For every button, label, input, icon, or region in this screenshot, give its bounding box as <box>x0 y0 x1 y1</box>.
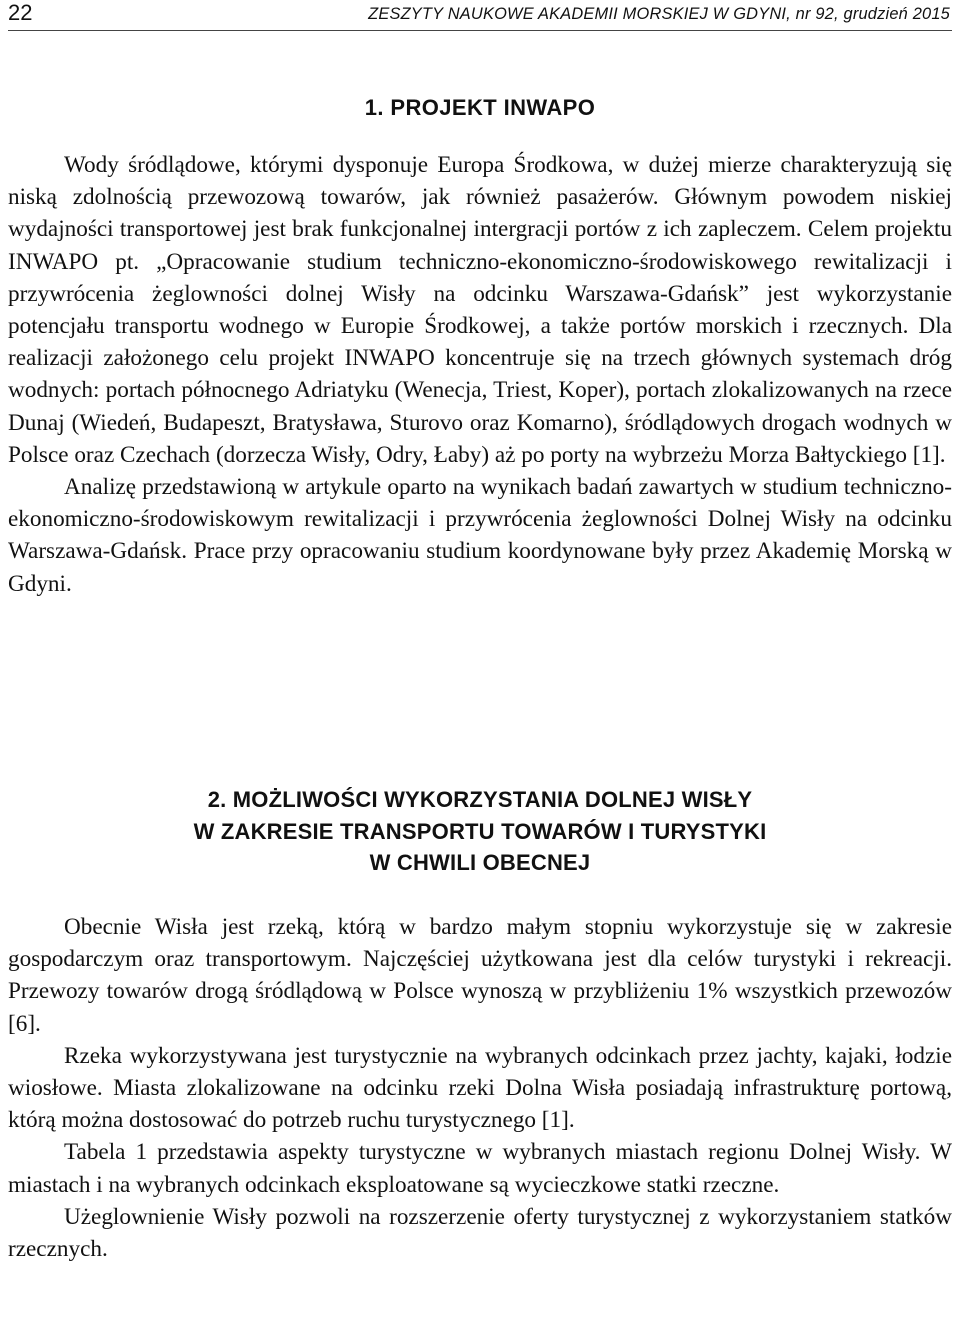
section-1-paragraph-2: Analizę przedstawioną w artykule oparto na wynikach badań zawartych w studium techniczno-ekonomiczno-środowiskowym rewitalizacji i przywrócenia żeglowności Dolnej Wisły na odcinku Warszawa-Gdańsk. Prace przy opracowaniu studium koordynowane były przez Akademię Morską w Gdyni. <box>8 474 952 597</box>
page-number: 22 <box>8 0 33 25</box>
section-2-paragraph-3: Tabela 1 przedstawia aspekty turystyczne w wybranych miastach regionu Dolnej Wisły. W miastach i na wybranych odcinkach eksploatowane są wycieczkowe statki rzeczne. <box>8 1139 952 1198</box>
section-1-body <box>8 149 952 600</box>
section-2-paragraph-2: Rzeka wykorzystywana jest turystycznie na wybranych odcinkach przez jachty, kajaki, łodzie wiosłowe. Miasta zlokalizowane na odcinku rzeki Dolna Wisła posiadają infrastrukturę portową, którą można dostosować do potrzeb ruchu turystycznego [1]. <box>8 1042 952 1134</box>
section-2-paragraph-1: Obecnie Wisła jest rzeką, którą w bardzo małym stopniu wykorzystuje się w zakresie gospodarczym oraz transportowym. Najczęściej użytkowana jest dla celów turystyki i rekreacji. Przewozy towarów drogą śródlądową w Polsce wynoszą w przybliżeniu 1% wszystkich przewozów [6]. <box>8 914 952 1037</box>
document-page <box>8 0 952 1334</box>
section-2-heading-line-3: W CHWILI OBECNEJ <box>369 850 591 875</box>
running-header <box>8 0 952 31</box>
section-2-body <box>8 911 952 1265</box>
journal-title: ZESZYTY NAUKOWE AKADEMII MORSKIEJ W GDYNI, nr 92, grudzień 2015 <box>368 5 950 23</box>
section-1-paragraph-1: Wody śródlądowe, którymi dysponuje Europa Środkowa, w dużej mierze charakteryzują się niską zdolnością przewozową towarów, jak również pasażerów. Głównym powodem niskiej wydajności transportowej jest brak funkcjonalnej intergracji portów z ich zapleczem. Celem projektu INWAPO pt. „Opracowanie studium techniczno-ekonomiczno-środowiskowego rewitalizacji i przywrócenia żeglowności dolnej Wisły na odcinku Warszawa-Gdańsk” jest wykorzystanie potencjału transportu wodnego w Europie Środkowej, a także portów morskich i rzecznych. Dla realizacji założonego celu projekt INWAPO koncentruje się na trzech głównych systemach dróg wodnych: portach północnego Adriatyku (Wenecja, Triest, Koper), portach zlokalizowanych na rzece Dunaj (Wiedeń, Budapeszt, Bratysława, Sturovo oraz Komarno), śródlądowych drogach wodnych w Polsce oraz Czechach (dorzecza Wisły, Odry, Łaby) aż po porty na wybrzeżu Morza Bałtyckiego [1]. <box>8 152 952 468</box>
section-2-heading-line-2: W ZAKRESIE TRANSPORTU TOWARÓW I TURYSTYKI <box>193 818 767 844</box>
section-2-heading-line-1: 2. MOŻLIWOŚCI WYKORZYSTANIA DOLNEJ WISŁY <box>207 787 753 812</box>
section-2-paragraph-4: Użeglownienie Wisły pozwoli na rozszerzenie oferty turystycznej z wykorzystaniem statków rzecznych. <box>8 1203 952 1263</box>
section-2-heading <box>8 784 952 879</box>
section-1-heading: 1. PROJEKT INWAPO <box>364 95 596 120</box>
